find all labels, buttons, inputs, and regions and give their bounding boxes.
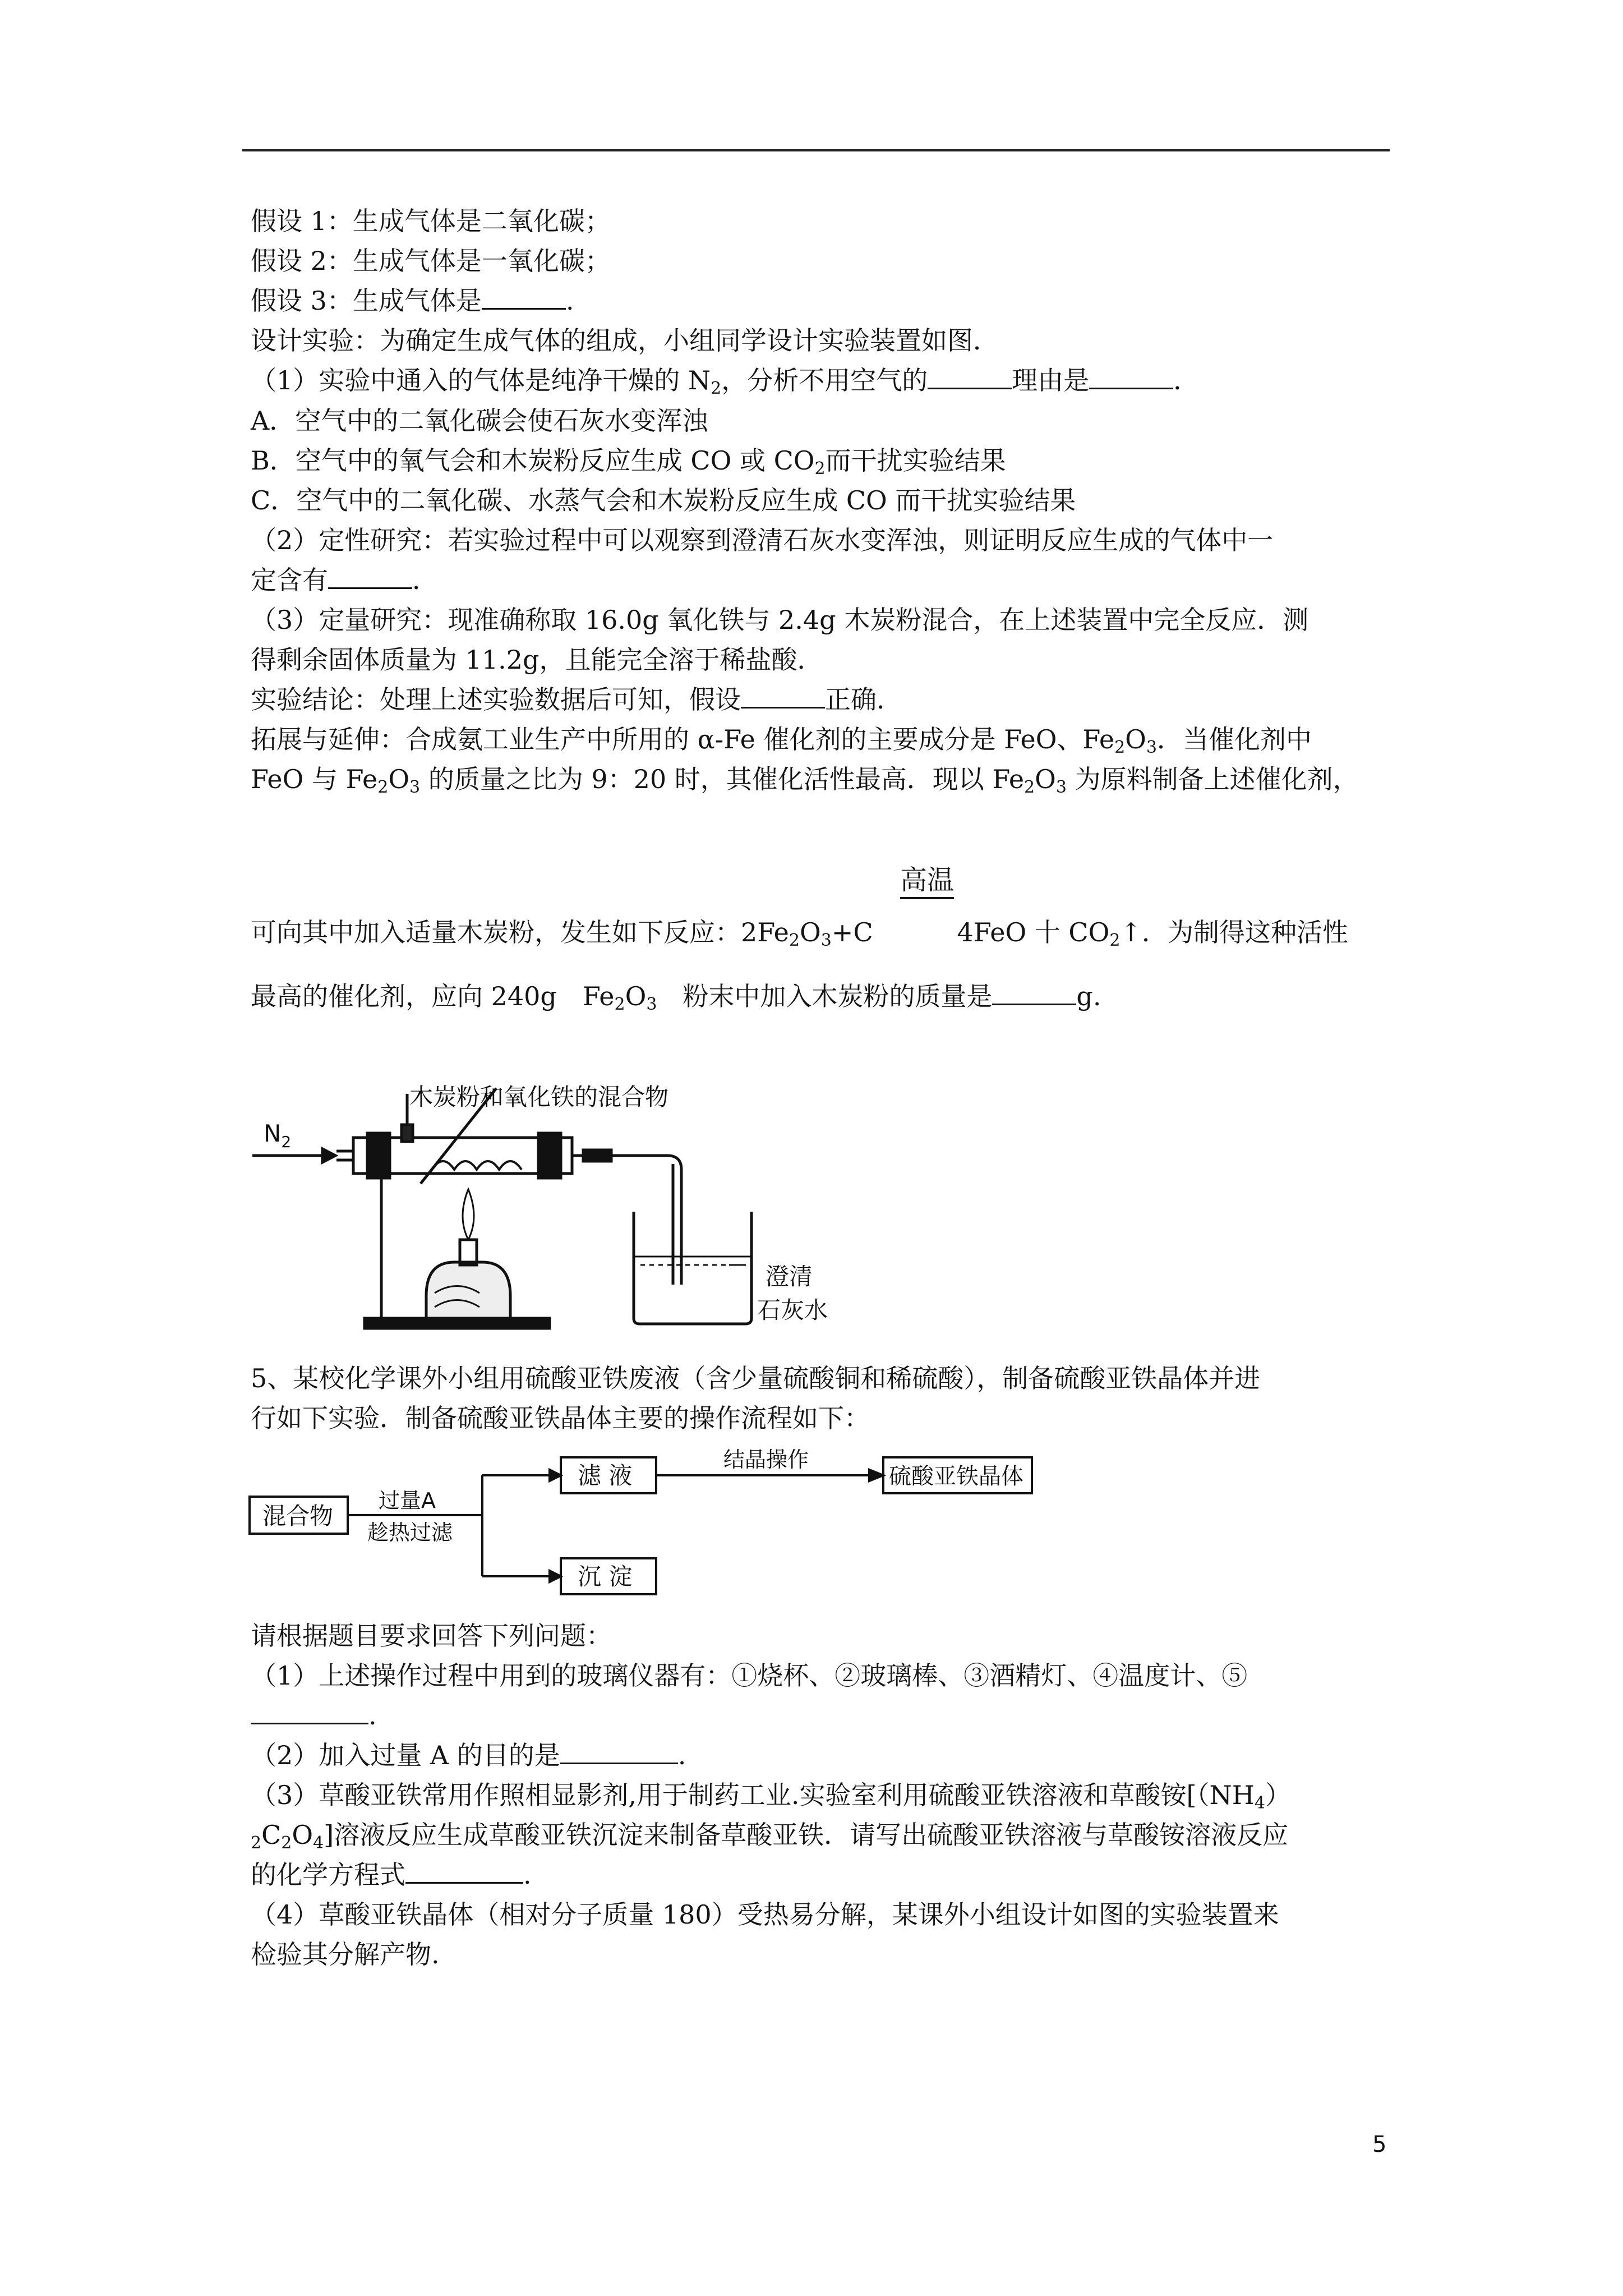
problem-5-instruction: 请根据题目要求回答下列问题：: [251, 1621, 612, 1651]
reaction-condition: 高温: [900, 858, 954, 899]
answer-blank: [560, 1740, 678, 1764]
answer-blank: [328, 565, 412, 589]
answer-blank: [992, 981, 1076, 1005]
hypothesis-3: 假设 3：生成气体是 .: [251, 286, 574, 316]
question-2-line-1: （2）定性研究：若实验过程中可以观察到澄清石灰水变浑浊，则证明反应生成的气体中一: [251, 525, 1274, 555]
final-question-line: 最高的催化剂，应向 240g $Fe_2O_3$ 粉末中加入木炭粉的质量是 g.: [251, 981, 1101, 1014]
question-3-line-2: 得剩余固体质量为 11.2g，且能完全溶于稀盐酸．: [251, 645, 823, 675]
limewater-label-1: 澄清: [766, 1263, 813, 1290]
equation-line: 可向其中加入适量木炭粉，发生如下反应：$2Fe_2O_3+C$ 4FeO 十 $CO_2↑$．为制得这种活性: [251, 917, 1348, 950]
extension-line-2: FeO 与 $Fe_2O_3$ 的质量之比为 9：20 时，其催化活性最高．现以 $Fe_2O_3$ 为原料制备上述催化剂，: [251, 764, 1359, 797]
problem-5-q4-line-2: 检验其分解产物.: [251, 1939, 440, 1970]
option-a: A．空气中的二氧化碳会使石灰水变浑浊: [251, 406, 708, 436]
problem-5-q1: （1）上述操作过程中用到的玻璃仪器有：①烧杯、②玻璃棒、③酒精灯、④温度计、⑤: [251, 1660, 1248, 1691]
question-3-line-1: （3）定量研究：现准确称取 16.0g 氧化铁与 2.4g 木炭粉混合，在上述装置中完全反应．测: [251, 605, 1309, 635]
problem-5-q3-line-2: $_2C_2O_4$]溶液反应生成草酸亚铁沉淀来制备草酸亚铁．请写出硫酸亚铁溶液与草酸铵溶液反应: [251, 1820, 1289, 1853]
option-b: B．空气中的氧气会和木炭粉反应生成 CO 或 $CO_2$而干扰实验结果: [251, 445, 1006, 478]
extension-line-1: 拓展与延伸：合成氨工业生产中所用的 α-Fe 催化剂的主要成分是 FeO、$Fe_2O_3$．当催化剂中: [251, 724, 1312, 757]
question-1: （1）实验中通入的气体是纯净干燥的 $N_2$，分析不用空气的 理由是 ．: [251, 365, 1200, 398]
hypothesis-2: 假设 2：生成气体是一氧化碳；: [251, 246, 611, 276]
question-2-line-2: 定含有 ．: [251, 565, 438, 595]
problem-5-q3-line-3: 的化学方程式 .: [251, 1860, 532, 1890]
problem-5-q4-line-1: （4）草酸亚铁晶体（相对分子质量 180）受热易分解，某课外小组设计如图的实验装置来: [251, 1899, 1279, 1930]
flow-filtrate-label: 滤 液: [578, 1462, 633, 1489]
conclusion: 实验结论：处理上述实验数据后可知，假设 正确．: [251, 684, 902, 715]
answer-blank: [251, 1700, 368, 1724]
apparatus-figure: [241, 1071, 880, 1341]
flow-reagent-label: 过量A: [379, 1488, 436, 1513]
answer-blank: [741, 684, 825, 708]
problem-5-q3-line-1: （3）草酸亚铁常用作照相显影剂,用于制药工业.实验室利用硫酸亚铁溶液和草酸铵[$(NH_4)$: [251, 1780, 1291, 1813]
hypothesis-1: 假设 1：生成气体是二氧化碳；: [251, 206, 611, 236]
answer-blank: [928, 365, 1012, 389]
flow-filter-label: 趁热过滤: [367, 1520, 453, 1545]
problem-5-line-2: 行如下实验．制备硫酸亚铁晶体主要的操作流程如下：: [251, 1403, 870, 1433]
problem-5-line-1: 5、某校化学课外小组用硫酸亚铁废液（含少量硫酸铜和稀硫酸），制备硫酸亚铁晶体并进: [251, 1363, 1261, 1393]
mixture-label: 木炭粉和氧化铁的混合物: [409, 1083, 669, 1111]
answer-blank: [1089, 365, 1173, 389]
header-rule: [242, 149, 1390, 151]
flow-precipitate-label: 沉 淀: [578, 1563, 633, 1590]
option-c: C．空气中的二氧化碳、水蒸气会和木炭粉反应生成 CO 而干扰实验结果: [251, 485, 1076, 516]
design-text: 设计实验：为确定生成气体的组成，小组同学设计实验装置如图．: [251, 325, 999, 356]
page-number: 5: [1372, 2132, 1387, 2157]
limewater-label-2: 石灰水: [757, 1296, 828, 1324]
n2-label: $N_2$: [264, 1120, 292, 1151]
flow-mixture-label: 混合物: [262, 1502, 334, 1530]
flow-product-label: 硫酸亚铁晶体: [889, 1464, 1023, 1489]
flow-crystallize-label: 结晶操作: [723, 1447, 809, 1472]
problem-5-q1-answer: .: [251, 1700, 377, 1731]
flow-diagram: [241, 1442, 1060, 1610]
answer-blank: [482, 286, 566, 310]
problem-5-q2: （2）加入过量 A 的目的是 .: [251, 1740, 686, 1770]
answer-blank: [405, 1860, 523, 1884]
